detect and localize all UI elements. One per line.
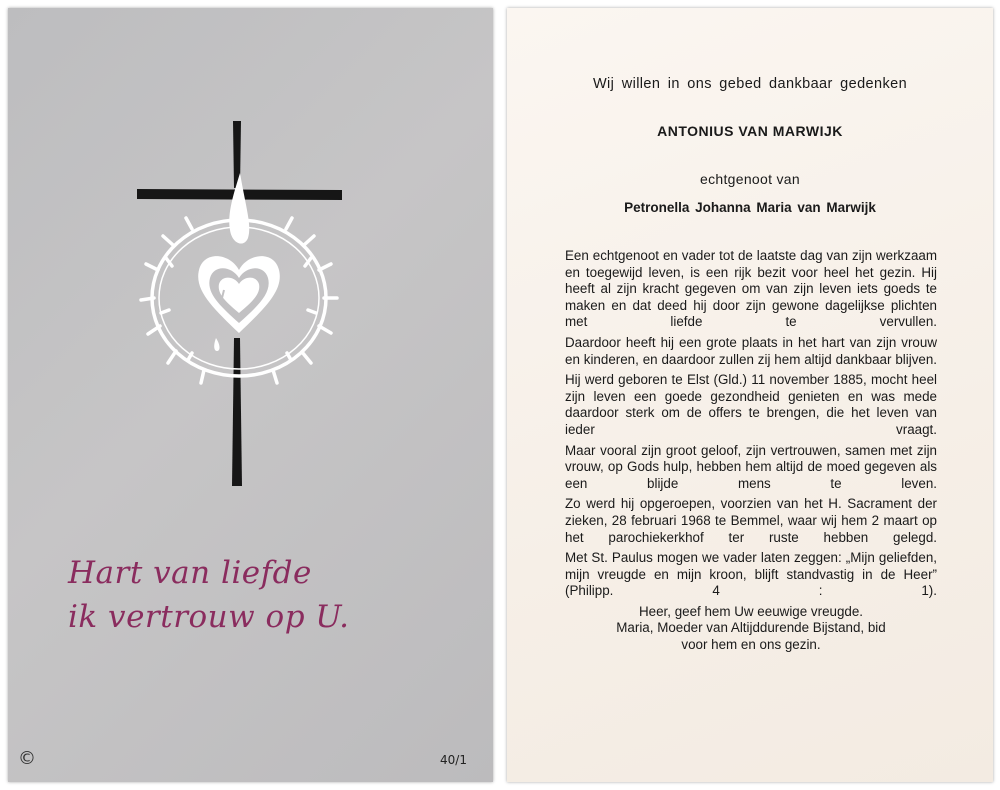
paragraph: Zo werd hij opgeroepen, voorzien van het H. Sacrament der zieken, 28 februari 1968 te Bemmel, waar wij hem 2 maart op het parochiekerkhof ter ruste hebben gelegd. [565,496,937,545]
paragraph: Daardoor heeft hij een grote plaats in het hart van zijn vrouw en kinderen, en daardoor zullen zij hem altijd dankbaar blijven. [565,334,937,367]
memorial-text [565,248,937,654]
copyright-mark: © [18,748,36,769]
paragraph: Maar vooral zijn groot geloof, zijn vertrouwen, samen met zijn vrouw, op Gods hulp, hebben hem altijd de moed gegeven als een blijde mens te leven. [565,442,937,491]
closing-line: Maria, Moeder van Altijddurende Bijstand, bid [616,620,886,636]
deceased-name: ANTONIUS VAN MARWIJK [657,123,843,139]
flame-icon [229,173,249,244]
series-number: 40/1 [440,753,467,767]
cross-heart-emblem [8,8,493,782]
motto-line-1: Hart van liefde [68,555,312,591]
paragraph: Een echtgenoot en vader tot de laatste dag van zijn werkzaam en toegewijd leven, is een rijk bezit voor heel het gezin. Hij heeft al zijn kracht gegeven om van zijn leven iets goeds te maken en dat deed hij door zijn gewone dagelijkse plichten met liefde te vervullen. [565,248,937,330]
back-card [507,8,993,782]
front-card [8,8,493,782]
spouse-label: echtgenoot van [700,171,800,187]
paragraph: Met St. Paulus mogen we vader laten zeggen: „Mijn geliefden, mijn vreugde en mijn kroon, blijft standvastig in de Heer” (Philipp. 4 : 1). [565,550,937,599]
closing-line: Heer, geef hem Uw eeuwige vreugde. [638,603,864,619]
closing-line: voor hem en ons gezin. [681,637,821,653]
motto-line-2: ik vertrouw op U. [68,599,350,635]
intro-line: Wij willen in ons gebed dankbaar gedenken [592,76,908,92]
paragraph: Hij werd geboren te Elst (Gld.) 11 november 1885, mocht heel zijn leven een goede gezondheid genieten en was mede daardoor sterk om de offers te brengen, die het leven van ieder vraagt. [565,372,937,437]
spouse-name: Petronella Johanna Maria van Marwijk [624,200,876,215]
motto-text [68,551,468,639]
sacred-heart-icon [198,256,280,351]
